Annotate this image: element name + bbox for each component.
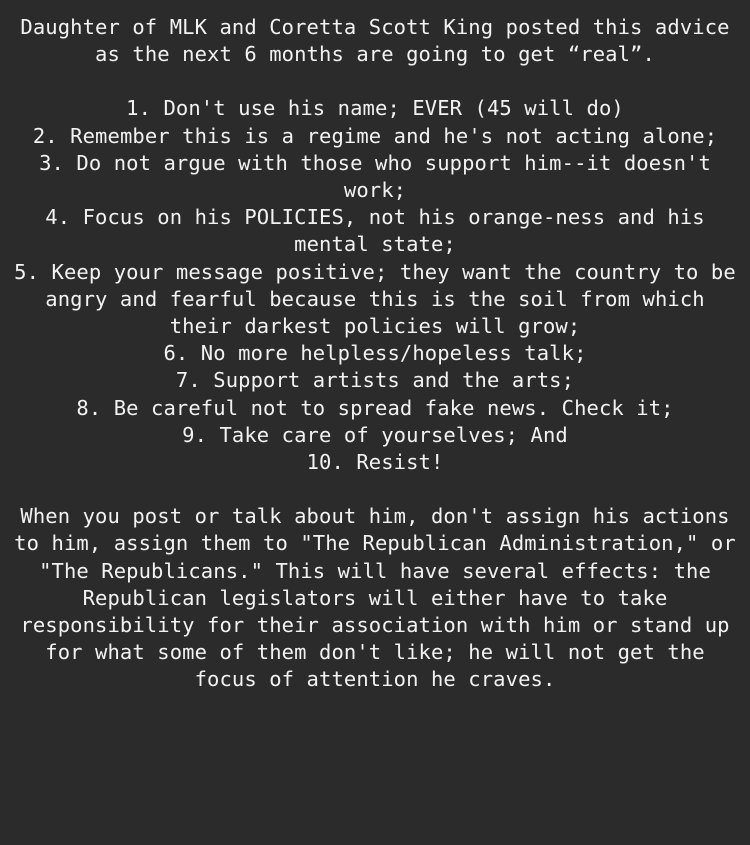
advice-item-1: 1. Don't use his name; EVER (45 will do) — [126, 96, 624, 121]
paragraph-gap — [8, 68, 742, 95]
intro-paragraph: Daughter of MLK and Coretta Scott King posted this advice as the next 6 months are going to get “real”. — [20, 15, 730, 67]
advice-item-2: 2. Remember this is a regime and he's not acting alone; — [32, 123, 718, 148]
advice-item-9: 9. Take care of yourselves; And — [182, 422, 568, 447]
closing-paragraph: When you post or talk about him, don't assign his actions to him, assign them to "The Republican Administration," or "The Republicans." This will have several effects: the Republican legislators will either have to take responsibility for their association with him or stand up for what some of them don't like; he will not get the focus of attention he craves. — [14, 504, 736, 692]
advice-item-8: 8. Be careful not to spread fake news. Check it; — [76, 395, 674, 420]
paragraph-gap — [8, 476, 742, 503]
advice-item-7: 7. Support artists and the arts; — [175, 368, 575, 393]
advice-item-6: 6. No more helpless/hopeless talk; — [163, 341, 587, 366]
advice-item-3: 3. Do not argue with those who support him--it doesn't work; — [39, 150, 711, 203]
advice-item-10: 10. Resist! — [306, 450, 444, 475]
advice-item-4: 4. Focus on his POLICIES, not his orange-ness and his mental state; — [45, 205, 705, 257]
advice-list — [8, 95, 742, 476]
advice-item-5: 5. Keep your message positive; they want the country to be angry and fearful because this is the soil from which their darkest policies will grow; — [14, 259, 736, 339]
